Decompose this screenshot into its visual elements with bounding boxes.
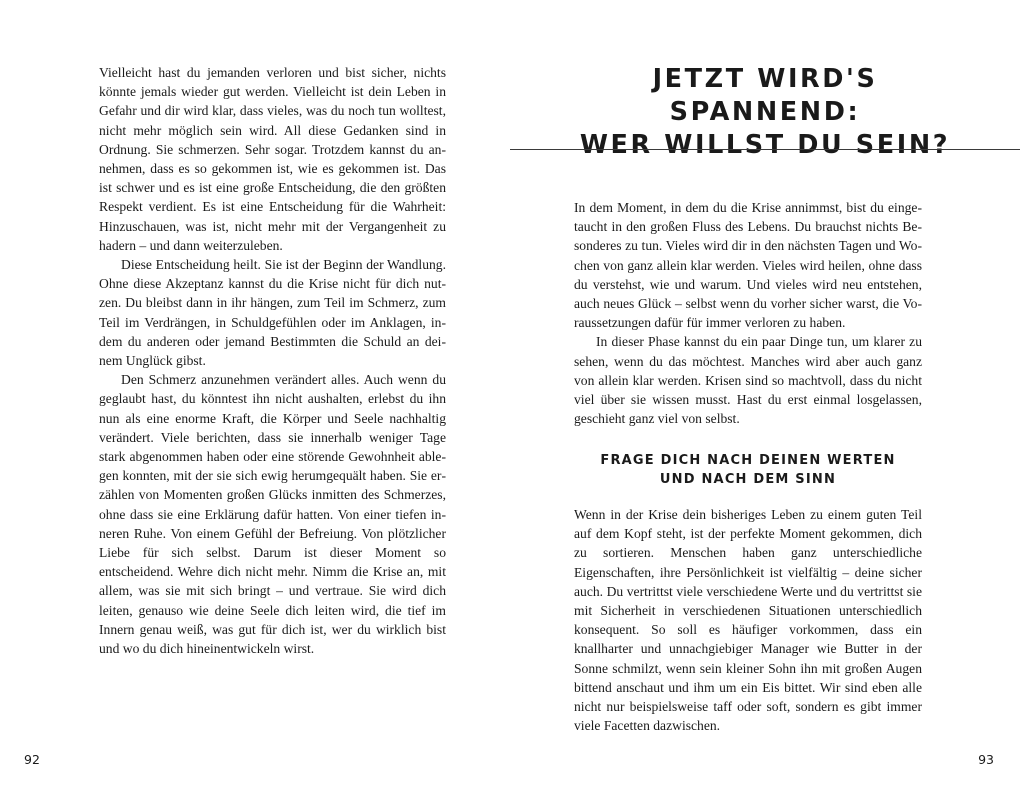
page-number-right: 93 bbox=[978, 752, 994, 767]
title-divider bbox=[510, 149, 1020, 150]
left-paragraph-2: Diese Entscheidung heilt. Sie ist der Beginn der Wandlung. Ohne diese Akzeptanz kannst du die Krise nicht für dich nutzen. Du bleibst dann in ihr hängen, zum Teil im Schmerz, zum Teil im Verdrängen, in Schuldgefühlen oder im Anklagen, indem du anderen oder jemand Bestimmten die Schuld an deinem Unglück gibst. bbox=[99, 257, 446, 369]
page-number-left: 92 bbox=[24, 752, 40, 767]
intro-paragraph-2: In dieser Phase kannst du ein paar Dinge tun, um klarer zu sehen, wenn du das möchtest. Manches wird aber auch ganz von allein klar werden. Krisen sind so machtvoll, dass du nicht viel über sie wissen musst. Hast du erst einmal losgelassen, geschieht ganz viel von selbst. bbox=[574, 334, 922, 427]
left-page-body bbox=[99, 63, 446, 658]
chapter-title bbox=[570, 63, 960, 162]
left-paragraph-3: Den Schmerz anzunehmen verändert alles. Auch wenn du geglaubt hast, du könntest ihn nicht aushalten, erlebst du ihn nun als eine enorme Kraft, die Körper und Seele nachhaltig verändert. Viele berichten, dass sie innerhalb weniger Tage stark abgenommen haben oder eine störende Gewohnheit ablegen konnten, mit der sie sich ewig herumgequält haben. Sie erzählen von Momenten großen Glücks inmitten des Schmerzes, ohne dass sie eine Erklärung dafür hatten. Von einer tiefen inneren Ruhe. Von einem Gefühl der Befreiung. Von plötzlicher Liebe für sich selbst. Darum ist dieser Moment so entscheidend. Wehre dich nicht mehr. Nimm die Krise an, mit allem, was sie mit sich bringt – und vertraue. Sie wird dich leiten, genauso wie deine Seele dich leiten wird, die tief im Innern genau weiß, was gut für dich ist, wer du wirklich bist und wo du dich hineinentwickeln wirst. bbox=[99, 372, 446, 657]
section-heading-line-1: FRAGE DICH NACH DEINEN WERTEN bbox=[600, 453, 896, 468]
left-paragraph-1: Vielleicht hast du jemanden verloren und bist sicher, nichts könnte jemals wieder gut werden. Vielleicht ist dein Leben in Gefahr und dir wird klar, dass vieles, was du noch tun wolltest, nicht mehr möglich sein wird. All diese Gedanken sind in Ordnung. Sie schmerzen. Sehr sogar. Trotzdem kannst du annehmen, dass es so gekommen ist, wie es gekommen ist. Das ist schwer und es ist eine große Entscheidung, die den größten Respekt verdient. Es ist eine Entscheidung für die Wahrheit: Hinzuschauen, was ist, nicht mehr mit der Vergangenheit zu hadern – und dann weiterzuleben. bbox=[99, 65, 446, 253]
right-page bbox=[510, 0, 1020, 793]
section-heading-line-2: UND NACH DEM SINN bbox=[659, 472, 837, 487]
intro-body bbox=[574, 198, 922, 428]
section-heading bbox=[574, 451, 922, 489]
chapter-title-line-2: WER WILLST DU SEIN? bbox=[579, 130, 951, 160]
section-paragraph-1: Wenn in der Krise dein bisheriges Leben zu einem guten Teil auf dem Kopf steht, ist der perfekte Moment gekommen, dich zu sortieren. Menschen haben ganz unterschiedliche Eigenschaften, ihre Persönlichkeit ist vielfältig – deine sicher auch. Du vertrittst viele verschiedene Werte und du vertrittst sie mit Sicherheit in verschiedenen Situationen unterschiedlich konsequent. So soll es häufiger vorkommen, dass ein knallharter und unnachgiebiger Manager wie Butter in der Sonne schmilzt, wenn sein kleiner Sohn ihn mit großen Augen bittend anschaut und ihm um ein Eis bittet. Wir sind eben alle nicht nur beispielsweise taff oder soft, sondern es gibt immer viele Facetten dazwischen. bbox=[574, 507, 922, 734]
chapter-title-line-1: JETZT WIRD'S SPANNEND: bbox=[652, 64, 878, 127]
intro-paragraph-1: In dem Moment, in dem du die Krise annimmst, bist du eingetaucht in den großen Fluss des Lebens. Du brauchst nichts Besonderes zu tun. Vieles wird dir in den nächsten Tagen und Wochen von ganz allein klar werden. Vieles wird heilen, ohne dass du verstehst, wie und warum. Und vieles wird neu entstehen, auch neues Glück – selbst wenn du vorher sicher warst, die Voraussetzungen dafür für immer verloren zu haben. bbox=[574, 200, 922, 331]
section-body bbox=[574, 505, 922, 735]
